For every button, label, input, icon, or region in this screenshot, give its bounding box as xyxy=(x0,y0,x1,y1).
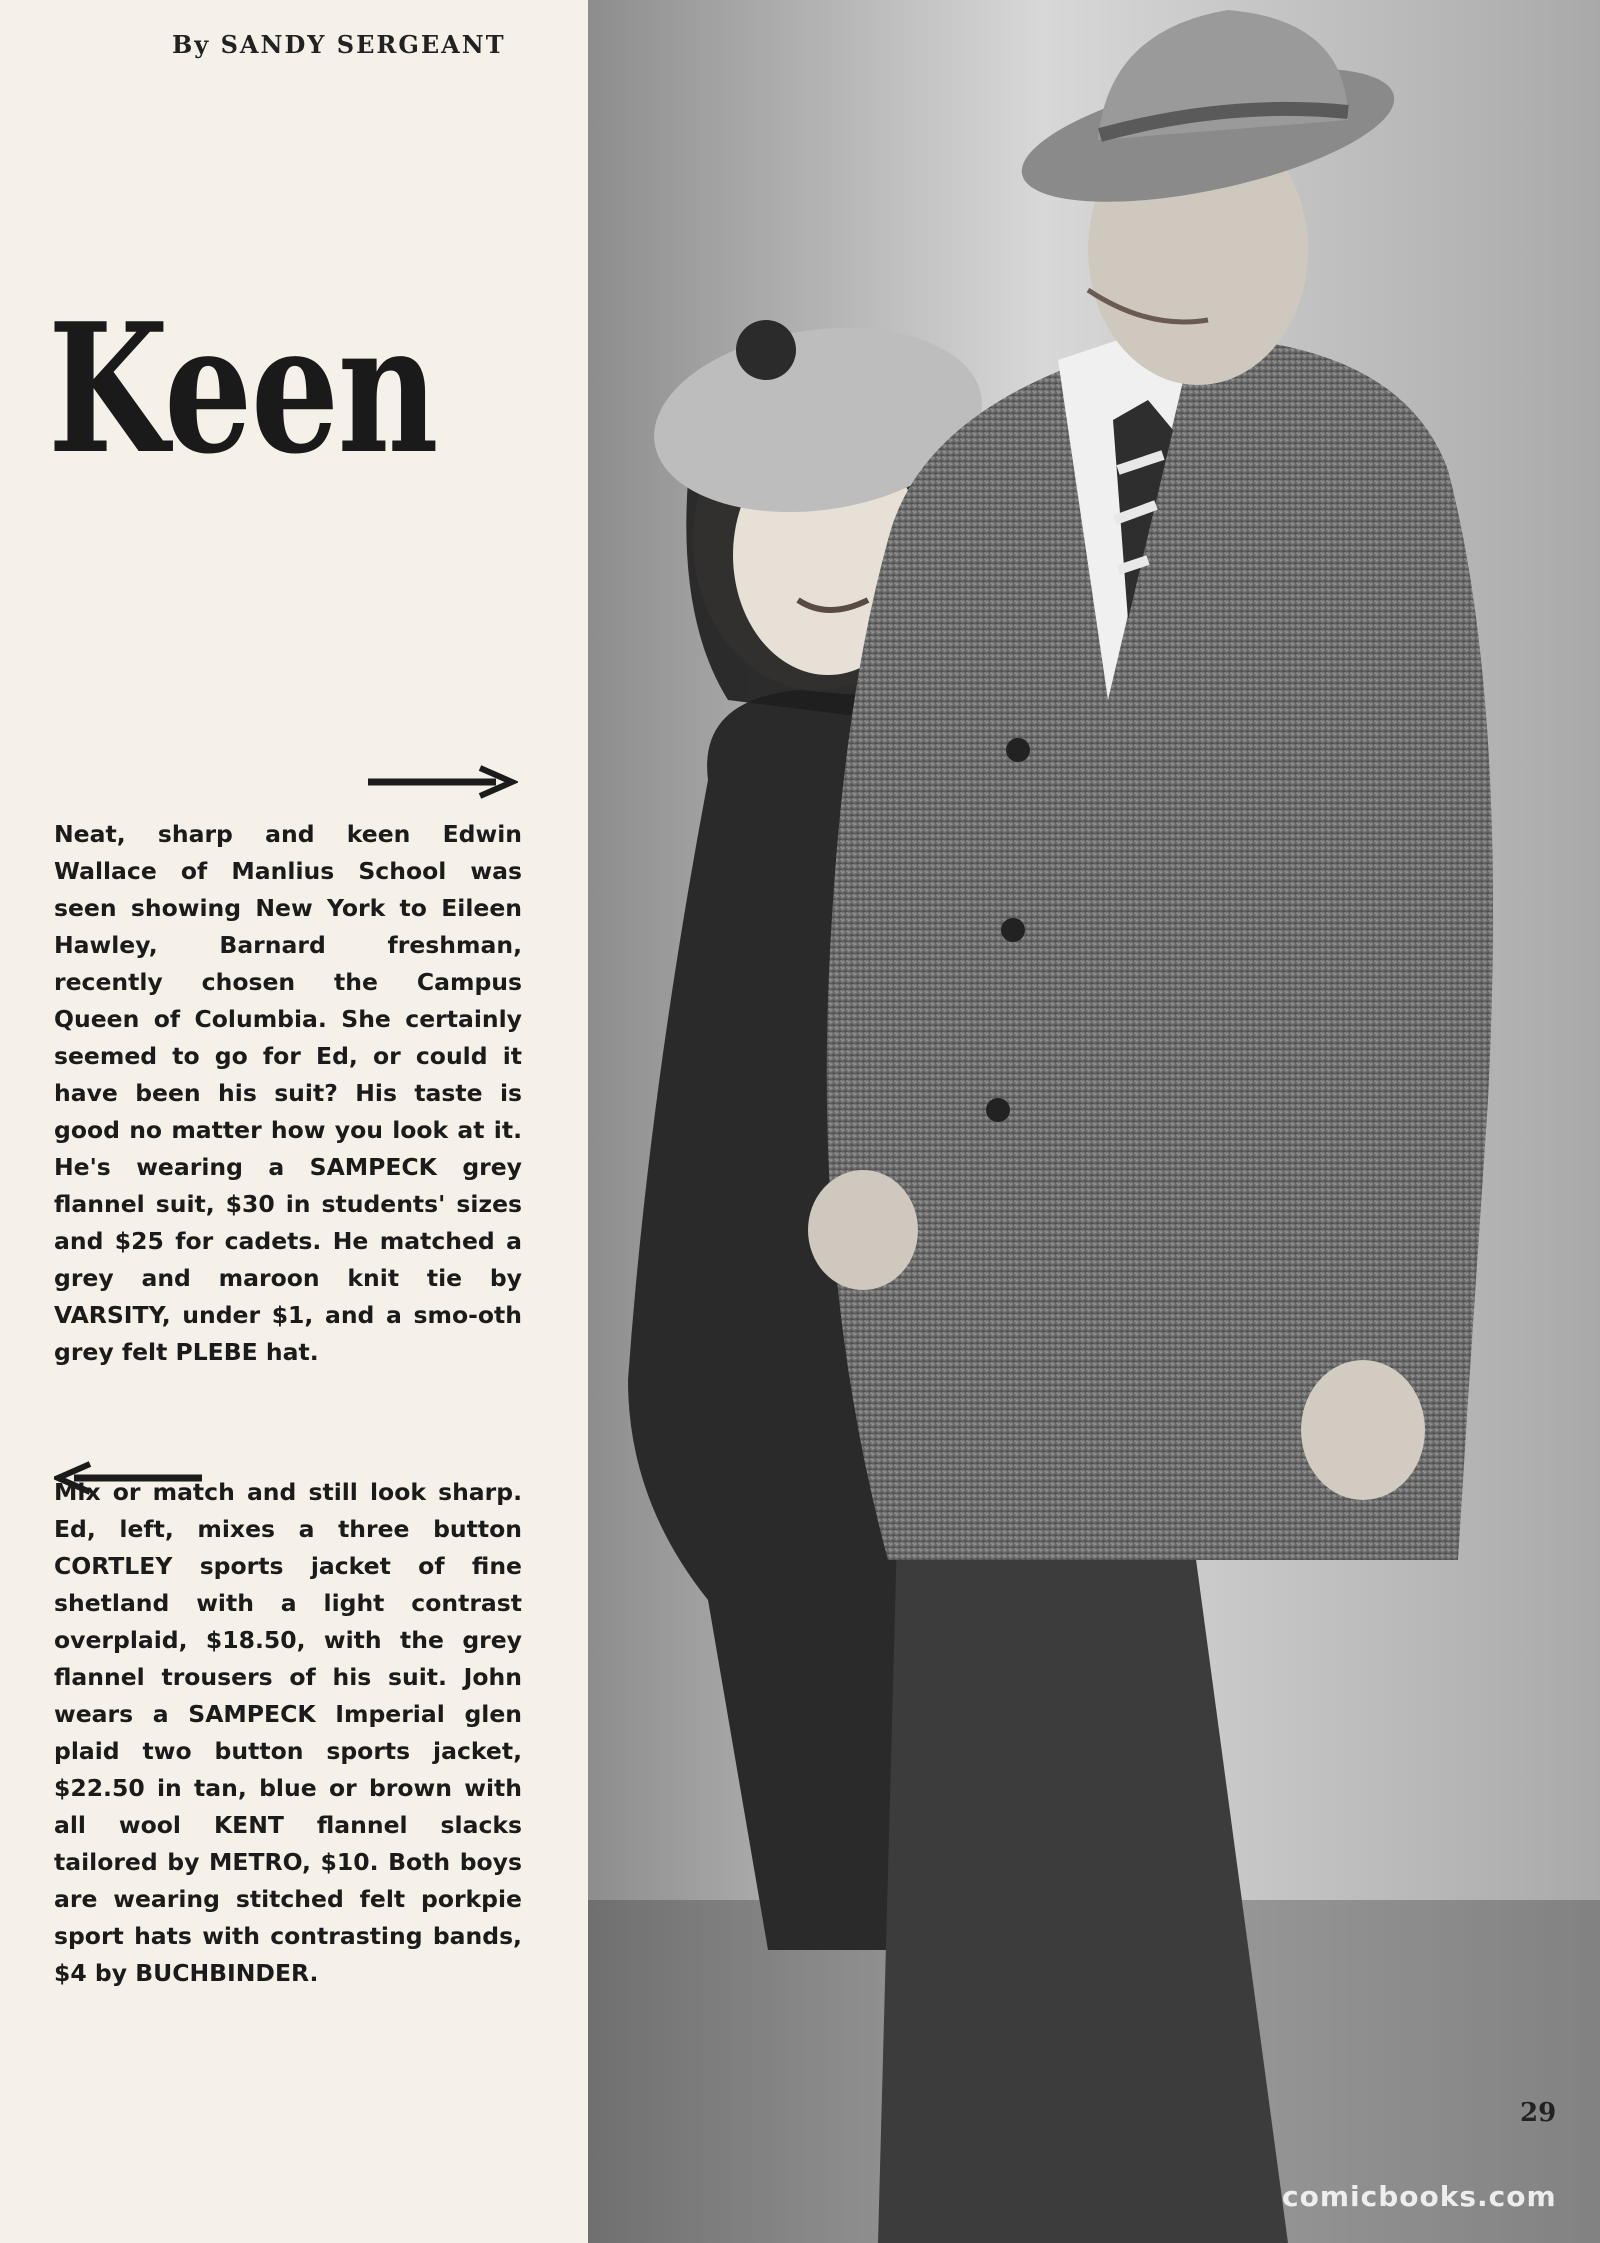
page-number: 29 xyxy=(1520,2098,1557,2128)
fashion-photo xyxy=(588,0,1600,2243)
caption-paragraph-2: Mix or match and still look sharp. Ed, left, mixes a three button CORTLEY sports jacket of fine shetland with a light contrast overplaid, $18.50, with the grey flannel trousers of his suit. John wears a SAMPECK Imperial glen plaid two button sports jacket, $22.50 in tan, blue or brown with all wool KENT flannel slacks tailored by METRO, $10. Both boys are wearing stitched felt porkpie sport hats with contrasting bands, $4 by BUCHBINDER. xyxy=(54,1478,522,1987)
text-column xyxy=(0,0,588,2243)
caption-paragraph-1: Neat, sharp and keen Edwin Wallace of Manlius School was seen showing New York to Eileen Hawley, Barnard freshman, recently chosen the Campus Queen of Columbia. She certainly seemed to go for Ed, or could it have been his suit? His taste is good no matter how you look at it. He's wearing a SAMPECK grey flannel suit, $30 in students' sizes and $25 for cadets. He matched a grey and maroon knit tie by VARSITY, under $1, and a smo-oth grey felt PLEBE hat. xyxy=(54,820,522,1366)
watermark: comicbooks.com xyxy=(1282,2180,1557,2213)
byline: By SANDY SERGEANT xyxy=(172,30,506,59)
headline: Keen xyxy=(48,284,438,493)
right-arrow-icon xyxy=(368,764,518,800)
